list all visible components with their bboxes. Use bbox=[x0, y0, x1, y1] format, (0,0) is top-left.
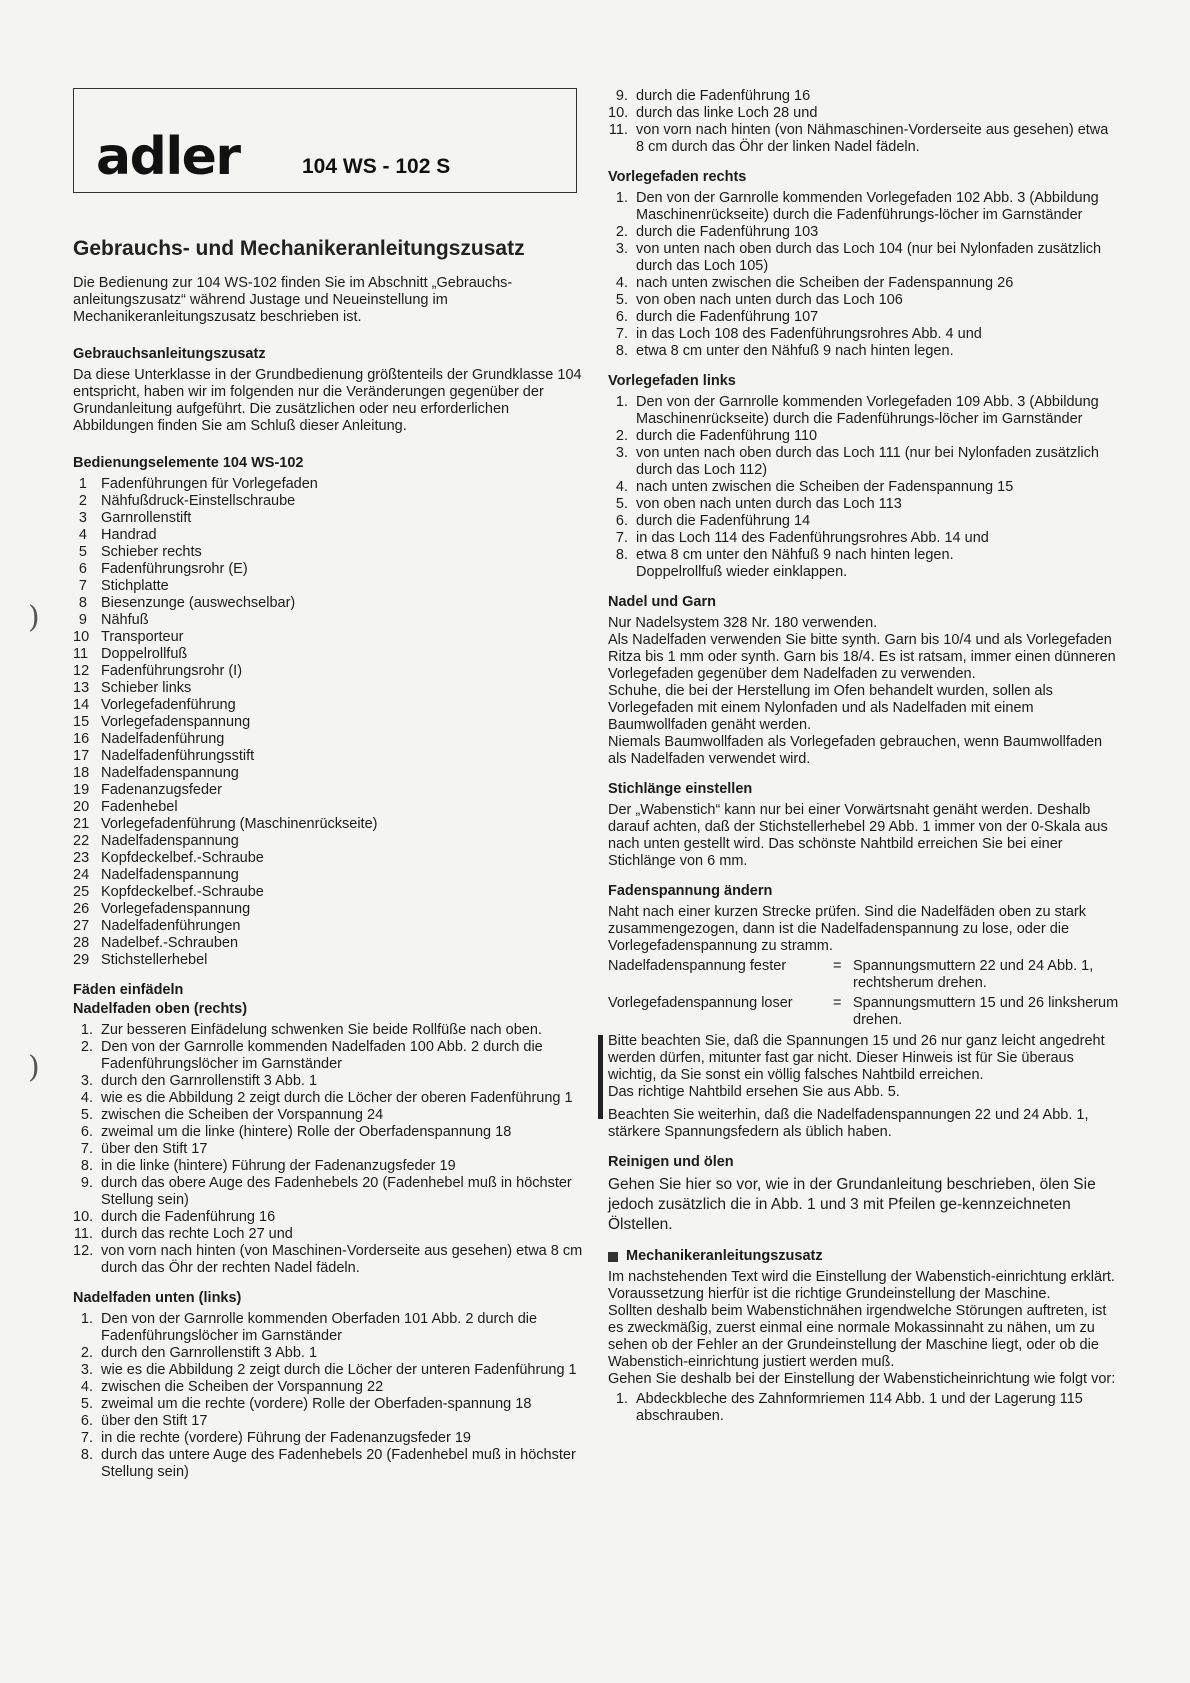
list-item bbox=[608, 1391, 1120, 1425]
list-item bbox=[73, 697, 585, 714]
list-text: Fadenhebel bbox=[101, 799, 178, 815]
list-item bbox=[73, 1209, 585, 1226]
list-item bbox=[73, 765, 585, 782]
model-number: 104 WS - 102 S bbox=[302, 155, 451, 178]
list-text: Doppelrollfuß bbox=[101, 646, 188, 662]
list-item bbox=[608, 122, 1120, 156]
list-text: Nähfuß bbox=[101, 612, 149, 628]
list-item bbox=[73, 544, 585, 561]
list-number: 8. bbox=[80, 1158, 93, 1174]
left-column bbox=[73, 237, 585, 1481]
list-item bbox=[608, 224, 1120, 241]
fadenspannung-text: Naht nach einer kurzen Strecke prüfen. Sind die Nadelfäden oben zu stark zusammengezogen, dann ist die Nadelfadenspannung zu lose, oder die Vorlegefadenspannung zu stramm. bbox=[608, 904, 1086, 954]
list-text: Den von der Garnrolle kommenden Vorlegefaden 109 Abb. 3 (Abbildung Maschinenrückseite) durch die Fadenführungs-löcher im Garnständer bbox=[636, 394, 1099, 427]
list-item bbox=[608, 292, 1120, 309]
list-text: Garnrollenstift bbox=[101, 510, 192, 526]
list-text: durch die Fadenführung 16 bbox=[101, 1209, 276, 1225]
list-item bbox=[73, 714, 585, 731]
list-text: in das Loch 114 des Fadenführungsrohres Abb. 14 und bbox=[636, 530, 989, 546]
list-item bbox=[608, 445, 1120, 479]
list-number: 9. bbox=[80, 1175, 93, 1191]
list-number: 7 bbox=[78, 578, 87, 594]
list-text: durch das rechte Loch 27 und bbox=[101, 1226, 293, 1242]
list-text: von unten nach oben durch das Loch 111 (nur bei Nylonfaden zusätzlich durch das Loch 112) bbox=[636, 445, 1099, 478]
list-number: 2. bbox=[80, 1039, 93, 1055]
list-text: in das Loch 108 des Fadenführungsrohres Abb. 4 und bbox=[636, 326, 982, 342]
list-text: Nadelfadenführung bbox=[101, 731, 225, 747]
list-item bbox=[73, 1396, 585, 1413]
list-text: Transporteur bbox=[101, 629, 184, 645]
list-item bbox=[608, 547, 1120, 564]
list-number: 3. bbox=[615, 445, 628, 461]
list-item bbox=[73, 918, 585, 935]
list-number: 4. bbox=[615, 275, 628, 291]
list-item bbox=[73, 578, 585, 595]
list-number: 5. bbox=[80, 1107, 93, 1123]
list-text: durch die Fadenführung 110 bbox=[636, 428, 818, 444]
list-item bbox=[73, 629, 585, 646]
list-text: Kopfdeckelbef.-Schraube bbox=[101, 850, 264, 866]
tension-eq: = bbox=[833, 958, 842, 974]
list-number: 3. bbox=[615, 241, 628, 257]
list-item bbox=[73, 476, 585, 493]
list-text: zweimal um die linke (hintere) Rolle der Oberfadenspannung 18 bbox=[101, 1124, 512, 1140]
list-number: 26 bbox=[73, 901, 90, 917]
list-text: in die rechte (vordere) Führung der Fadenanzugsfeder 19 bbox=[101, 1430, 471, 1446]
list-item bbox=[73, 1362, 585, 1379]
section-heading: Vorlegefaden links bbox=[608, 373, 736, 389]
important-note bbox=[608, 1033, 1120, 1101]
list-item bbox=[608, 88, 1120, 105]
list-item bbox=[608, 190, 1120, 224]
list-text: von oben nach unten durch das Loch 113 bbox=[636, 496, 902, 512]
list-number: 5. bbox=[615, 292, 628, 308]
adler-logo: adler bbox=[96, 127, 240, 187]
list-item bbox=[608, 105, 1120, 122]
list-number: 22 bbox=[73, 833, 90, 849]
list-text: in die linke (hintere) Führung der Fadenanzugsfeder 19 bbox=[101, 1158, 456, 1174]
list-item bbox=[73, 680, 585, 697]
list-number: 10 bbox=[73, 629, 90, 645]
list-text: Schieber links bbox=[101, 680, 192, 696]
list-item bbox=[73, 952, 585, 969]
list-number: 13 bbox=[73, 680, 90, 696]
list-item bbox=[73, 1039, 585, 1073]
list-text: durch den Garnrollenstift 3 Abb. 1 bbox=[101, 1345, 318, 1361]
list-text: zwischen die Scheiben der Vorspannung 24 bbox=[101, 1107, 384, 1123]
tension-eq: = bbox=[833, 995, 842, 1011]
list-text: durch das obere Auge des Fadenhebels 20 (Fadenhebel muß in höchster Stellung sein) bbox=[101, 1175, 572, 1208]
nadel-garn-line: Als Nadelfaden verwenden Sie bitte synth. Garn bis 10/4 und als Vorlegefaden Ritza bis 1 mm oder synth. Garn bis 18/4. Es ist ratsam, immer einen dünneren Vorlegefaden gegenüber dem Nadelfaden zu verwenden. bbox=[608, 632, 1116, 682]
list-text: etwa 8 cm unter den Nähfuß 9 nach hinten legen. bbox=[636, 343, 954, 359]
punch-mark: ) bbox=[28, 1050, 40, 1085]
list-number: 23 bbox=[73, 850, 90, 866]
list-item bbox=[608, 428, 1120, 445]
list-text: Nadelbef.-Schrauben bbox=[101, 935, 239, 951]
list-number: 6 bbox=[78, 561, 87, 577]
section-heading: Fadenspannung ändern bbox=[608, 883, 773, 899]
list-text: Nadelfadenführungsstift bbox=[101, 748, 255, 764]
list-text: durch die Fadenführung 107 bbox=[636, 309, 819, 325]
list-number: 6. bbox=[615, 309, 628, 325]
list-number: 7. bbox=[80, 1430, 93, 1446]
list-text: Nadelfadenspannung bbox=[101, 833, 239, 849]
list-item bbox=[608, 530, 1120, 547]
list-number: 2. bbox=[80, 1345, 93, 1361]
list-item bbox=[73, 935, 585, 952]
list-item bbox=[73, 1073, 585, 1090]
list-text: Fadenanzugsfeder bbox=[101, 782, 222, 798]
list-number: 5. bbox=[615, 496, 628, 512]
list-item bbox=[73, 663, 585, 680]
list-item bbox=[73, 1090, 585, 1107]
list-item bbox=[73, 1430, 585, 1447]
list-item bbox=[73, 799, 585, 816]
list-number: 5. bbox=[80, 1396, 93, 1412]
list-number: 2. bbox=[615, 224, 628, 240]
list-number: 3. bbox=[80, 1073, 93, 1089]
threading-upper-list bbox=[73, 1022, 585, 1277]
list-text: Den von der Garnrolle kommenden Vorlegefaden 102 Abb. 3 (Abbildung Maschinenrückseite) durch die Fadenführungs-löcher im Garnständer bbox=[636, 190, 1099, 223]
mechaniker-text: Gehen Sie deshalb bei der Einstellung der Wabensticheinrichtung wie folgt vor: bbox=[608, 1371, 1116, 1387]
list-number: 11. bbox=[608, 122, 628, 138]
list-number: 8. bbox=[80, 1447, 93, 1463]
list-text: Schieber rechts bbox=[101, 544, 202, 560]
list-text: Den von der Garnrolle kommenden Nadelfaden 100 Abb. 2 durch die Fadenführungslöcher im Garnständer bbox=[101, 1039, 543, 1072]
threading-lower-list bbox=[73, 1311, 585, 1481]
list-number: 6. bbox=[80, 1124, 93, 1140]
list-text: Vorlegefadenführung (Maschinenrückseite) bbox=[101, 816, 378, 832]
list-text: durch die Fadenführung 103 bbox=[636, 224, 819, 240]
list-number: 11. bbox=[73, 1226, 93, 1242]
list-item bbox=[73, 867, 585, 884]
list-text: Nadelfadenspannung bbox=[101, 765, 239, 781]
list-item bbox=[73, 493, 585, 510]
section-heading bbox=[608, 1248, 1120, 1265]
list-item bbox=[73, 527, 585, 544]
list-item bbox=[608, 479, 1120, 496]
list-item bbox=[73, 901, 585, 918]
tension-label: Nadelfadenspannung fester bbox=[608, 958, 787, 974]
list-number: 1 bbox=[78, 476, 87, 492]
list-text: nach unten zwischen die Scheiben der Fadenspannung 15 bbox=[636, 479, 1014, 495]
list-number: 1. bbox=[80, 1022, 93, 1038]
list-item bbox=[73, 748, 585, 765]
section-heading: Nadelfaden oben (rechts) bbox=[73, 1001, 248, 1017]
reinigen-text: Gehen Sie hier so vor, wie in der Grundanleitung beschrieben, ölen Sie jedoch zusätzlich die in Abb. 1 und 3 mit Pfeilen ge-kennzeichneten Ölstellen. bbox=[608, 1176, 1096, 1233]
list-number: 8 bbox=[78, 595, 87, 611]
section-heading: Vorlegefaden rechts bbox=[608, 169, 747, 185]
list-text: Nadelfadenführungen bbox=[101, 918, 241, 934]
list-text: wie es die Abbildung 2 zeigt durch die Löcher der oberen Fadenführung 1 bbox=[101, 1090, 573, 1106]
list-text: durch das untere Auge des Fadenhebels 20 (Fadenhebel muß in höchster Stellung sein) bbox=[101, 1447, 576, 1480]
list-item bbox=[73, 595, 585, 612]
note-text: Beachten Sie weiterhin, daß die Nadelfadenspannungen 22 und 24 Abb. 1, stärkere Spannungsfedern als üblich haben. bbox=[608, 1107, 1089, 1140]
list-number: 4 bbox=[78, 527, 87, 543]
list-text: etwa 8 cm unter den Nähfuß 9 nach hinten legen. bbox=[636, 547, 954, 563]
list-text: durch das linke Loch 28 und bbox=[636, 105, 818, 121]
list-item bbox=[73, 1175, 585, 1209]
list-number: 21 bbox=[73, 816, 90, 832]
list-text: Handrad bbox=[101, 527, 157, 543]
list-item bbox=[73, 1226, 585, 1243]
header-box bbox=[73, 88, 577, 193]
section-heading: Nadel und Garn bbox=[608, 594, 716, 610]
list-text: Fadenführungsrohr (I) bbox=[101, 663, 243, 679]
nadel-garn-line: Niemals Baumwollfaden als Vorlegefaden gebrauchen, wenn Baumwollfaden als Nadelfaden verwendet wird. bbox=[608, 734, 1103, 767]
list-text: über den Stift 17 bbox=[101, 1413, 208, 1429]
list-number: 2. bbox=[615, 428, 628, 444]
list-text: Kopfdeckelbef.-Schraube bbox=[101, 884, 264, 900]
list-number: 11 bbox=[73, 646, 89, 662]
list-item bbox=[73, 1243, 585, 1277]
nadel-garn-line: Nur Nadelsystem 328 Nr. 180 verwenden. bbox=[608, 615, 878, 631]
list-number: 3 bbox=[78, 510, 87, 526]
list-number: 1. bbox=[80, 1311, 93, 1327]
list-text: von oben nach unten durch das Loch 106 bbox=[636, 292, 903, 308]
section-heading: Bedienungselemente 104 WS-102 bbox=[73, 455, 304, 471]
list-text: Nadelfadenspannung bbox=[101, 867, 239, 883]
list-text: zwischen die Scheiben der Vorspannung 22 bbox=[101, 1379, 384, 1395]
list-number: 9 bbox=[78, 612, 87, 628]
list-item bbox=[73, 1311, 585, 1345]
list-item bbox=[608, 394, 1120, 428]
list-text: Vorlegefadenführung bbox=[101, 697, 236, 713]
section-heading: Nadelfaden unten (links) bbox=[73, 1290, 242, 1306]
vorlege-links-after: Doppelrollfuß wieder einklappen. bbox=[636, 564, 848, 580]
threading-lower-list-continued bbox=[608, 88, 1120, 156]
list-item bbox=[73, 1124, 585, 1141]
list-text: durch die Fadenführung 14 bbox=[636, 513, 811, 529]
list-text: Nähfußdruck-Einstellschraube bbox=[101, 493, 296, 509]
list-number: 12 bbox=[73, 663, 90, 679]
list-text: Vorlegefadenspannung bbox=[101, 714, 251, 730]
list-number: 27 bbox=[73, 918, 90, 934]
list-text: Vorlegefadenspannung bbox=[101, 901, 251, 917]
list-number: 6. bbox=[80, 1413, 93, 1429]
list-text: zweimal um die rechte (vordere) Rolle der Oberfaden-spannung 18 bbox=[101, 1396, 532, 1412]
list-item bbox=[73, 510, 585, 527]
list-text: über den Stift 17 bbox=[101, 1141, 208, 1157]
punch-mark: ) bbox=[28, 600, 40, 635]
section-heading: Reinigen und ölen bbox=[608, 1154, 734, 1170]
list-text: Den von der Garnrolle kommenden Oberfaden 101 Abb. 2 durch die Fadenführungslöcher im Garnständer bbox=[101, 1311, 538, 1344]
list-text: Abdeckbleche des Zahnformriemen 114 Abb. 1 und der Lagerung 115 abschrauben. bbox=[636, 1391, 1083, 1424]
list-number: 7. bbox=[80, 1141, 93, 1157]
list-number: 4. bbox=[615, 479, 628, 495]
list-item bbox=[73, 731, 585, 748]
list-item bbox=[73, 1022, 585, 1039]
list-item bbox=[73, 1107, 585, 1124]
mechaniker-text: Sollten deshalb beim Wabenstichnähen irgendwelche Störungen auftreten, ist es zweckmäßig, zuerst einmal eine normale Mokassinnaht zu nähen, um zu sehen ob der Fehler an der Grundeinstellung der Maschine liegt, oder ob die Wabenstich-einrichtung justiert werden muß. bbox=[608, 1303, 1107, 1370]
list-number: 7. bbox=[615, 326, 628, 342]
list-number: 12. bbox=[73, 1243, 94, 1259]
tension-value: Spannungsmuttern 15 und 26 linksherum drehen. bbox=[853, 995, 1119, 1028]
list-item bbox=[73, 782, 585, 799]
list-number: 5 bbox=[78, 544, 87, 560]
page-title: Gebrauchs- und Mechanikeranleitungszusatz bbox=[73, 237, 525, 260]
list-text: Biesenzunge (auswechselbar) bbox=[101, 595, 296, 611]
list-number: 8. bbox=[615, 343, 628, 359]
list-number: 29 bbox=[73, 952, 90, 968]
mechaniker-text: Im nachstehenden Text wird die Einstellung der Wabenstich-einrichtung erklärt. Voraussetzung hierfür ist die richtige Grundeinstellung der Maschine. bbox=[608, 1269, 1115, 1302]
list-number: 10. bbox=[73, 1209, 94, 1225]
list-number: 2 bbox=[78, 493, 87, 509]
note-text: Bitte beachten Sie, daß die Spannungen 15 und 26 nur ganz leicht angedreht werden dürfen, mitunter fast gar nicht. Dieser Hinweis ist für Sie überaus wichtig, da Sie sonst ein völlig falsches Nahtbild erreichen. bbox=[608, 1033, 1105, 1083]
list-item bbox=[73, 833, 585, 850]
tension-label: Vorlegefadenspannung loser bbox=[608, 995, 793, 1011]
list-number: 25 bbox=[73, 884, 90, 900]
list-number: 18 bbox=[73, 765, 90, 781]
list-item bbox=[73, 1141, 585, 1158]
section-heading: Gebrauchsanleitungszusatz bbox=[73, 346, 266, 362]
list-item bbox=[608, 241, 1120, 275]
right-column bbox=[608, 88, 1120, 1425]
gebrauch-text: Da diese Unterklasse in der Grundbedienung größtenteils der Grundklasse 104 entspricht, haben wir im folgenden nur die Veränderungen gegenüber der Grundanleitung aufgeführt. Die zusätzlichen oder neu erforderlichen Abbildungen finden Sie am Schluß dieser Anleitung. bbox=[73, 367, 582, 434]
vorlege-rechts-list bbox=[608, 190, 1120, 360]
list-number: 1. bbox=[615, 394, 628, 410]
list-text: von unten nach oben durch das Loch 104 (nur bei Nylonfaden zusätzlich durch das Loch 105) bbox=[636, 241, 1102, 274]
list-number: 10. bbox=[608, 105, 629, 121]
note-text: Das richtige Nahtbild ersehen Sie aus Abb. 5. bbox=[608, 1084, 900, 1100]
list-number: 7. bbox=[615, 530, 628, 546]
list-number: 8. bbox=[615, 547, 628, 563]
list-text: wie es die Abbildung 2 zeigt durch die Löcher der unteren Fadenführung 1 bbox=[101, 1362, 577, 1378]
list-item bbox=[73, 1345, 585, 1362]
list-item bbox=[608, 309, 1120, 326]
tension-value: Spannungsmuttern 22 und 24 Abb. 1, rechtsherum drehen. bbox=[853, 958, 1094, 991]
list-number: 19 bbox=[73, 782, 90, 798]
list-text: Stichstellerhebel bbox=[101, 952, 208, 968]
list-item bbox=[608, 496, 1120, 513]
list-number: 20 bbox=[73, 799, 90, 815]
list-text: Stichplatte bbox=[101, 578, 169, 594]
list-text: durch den Garnrollenstift 3 Abb. 1 bbox=[101, 1073, 318, 1089]
list-number: 1. bbox=[615, 190, 628, 206]
list-number: 9. bbox=[615, 88, 628, 104]
list-text: Fadenführungen für Vorlegefaden bbox=[101, 476, 318, 492]
square-bullet-icon bbox=[608, 1252, 618, 1262]
list-text: nach unten zwischen die Scheiben der Fadenspannung 26 bbox=[636, 275, 1014, 291]
list-text: Fadenführungsrohr (E) bbox=[101, 561, 248, 577]
tension-table bbox=[608, 958, 1120, 1029]
list-number: 6. bbox=[615, 513, 628, 529]
list-item bbox=[73, 612, 585, 629]
list-item bbox=[73, 646, 585, 663]
section-heading: Stichlänge einstellen bbox=[608, 781, 753, 797]
list-text: von vorn nach hinten (von Nähmaschinen-Vorderseite aus gesehen) etwa 8 cm durch das Öhr der linken Nadel fädeln. bbox=[636, 122, 1109, 155]
list-number: 14 bbox=[73, 697, 90, 713]
list-text: durch die Fadenführung 16 bbox=[636, 88, 811, 104]
list-item bbox=[73, 816, 585, 833]
stichlaenge-text: Der „Wabenstich“ kann nur bei einer Vorwärtsnaht genäht werden. Deshalb darauf achten, daß der Stichstellerhebel 29 Abb. 1 immer von der 0-Skala aus nach unten gestellt wird. Das schönste Nahtbild erreichen Sie bei einer Stichlänge von 6 mm. bbox=[608, 802, 1108, 869]
mechaniker-heading: Mechanikeranleitungszusatz bbox=[626, 1248, 823, 1264]
mechaniker-list bbox=[608, 1391, 1120, 1425]
list-number: 16 bbox=[73, 731, 90, 747]
list-number: 4. bbox=[80, 1090, 93, 1106]
list-number: 15 bbox=[73, 714, 90, 730]
list-item bbox=[73, 884, 585, 901]
list-item bbox=[608, 275, 1120, 292]
list-item bbox=[608, 513, 1120, 530]
list-text: Zur besseren Einfädelung schwenken Sie beide Rollfüße nach oben. bbox=[101, 1022, 542, 1038]
intro-text: Die Bedienung zur 104 WS-102 finden Sie im Abschnitt „Gebrauchs-anleitungszusatz“ während Justage und Neueinstellung im Mechanikeranleitungszusatz beschrieben ist. bbox=[73, 275, 513, 325]
note-margin-bar bbox=[598, 1035, 603, 1119]
list-number: 4. bbox=[80, 1379, 93, 1395]
list-item bbox=[73, 1379, 585, 1396]
list-text: von vorn nach hinten (von Maschinen-Vorderseite aus gesehen) etwa 8 cm durch das Öhr der rechten Nadel fädeln. bbox=[101, 1243, 583, 1276]
vorlege-links-list bbox=[608, 394, 1120, 564]
list-item bbox=[608, 343, 1120, 360]
list-item bbox=[73, 561, 585, 578]
list-item bbox=[73, 850, 585, 867]
list-number: 28 bbox=[73, 935, 90, 951]
list-number: 17 bbox=[73, 748, 90, 764]
list-item bbox=[73, 1158, 585, 1175]
list-number: 1. bbox=[615, 1391, 628, 1407]
list-item bbox=[608, 326, 1120, 343]
list-item bbox=[73, 1447, 585, 1481]
section-heading: Fäden einfädeln bbox=[73, 982, 184, 998]
list-item bbox=[73, 1413, 585, 1430]
list-number: 3. bbox=[80, 1362, 93, 1378]
elements-list bbox=[73, 476, 585, 969]
list-number: 24 bbox=[73, 867, 90, 883]
nadel-garn-line: Schuhe, die bei der Herstellung im Ofen behandelt wurden, sollen als Vorlegefaden mit einem Nylonfaden und als Nadelfaden mit einem Baumwollfaden genäht werden. bbox=[608, 683, 1053, 733]
